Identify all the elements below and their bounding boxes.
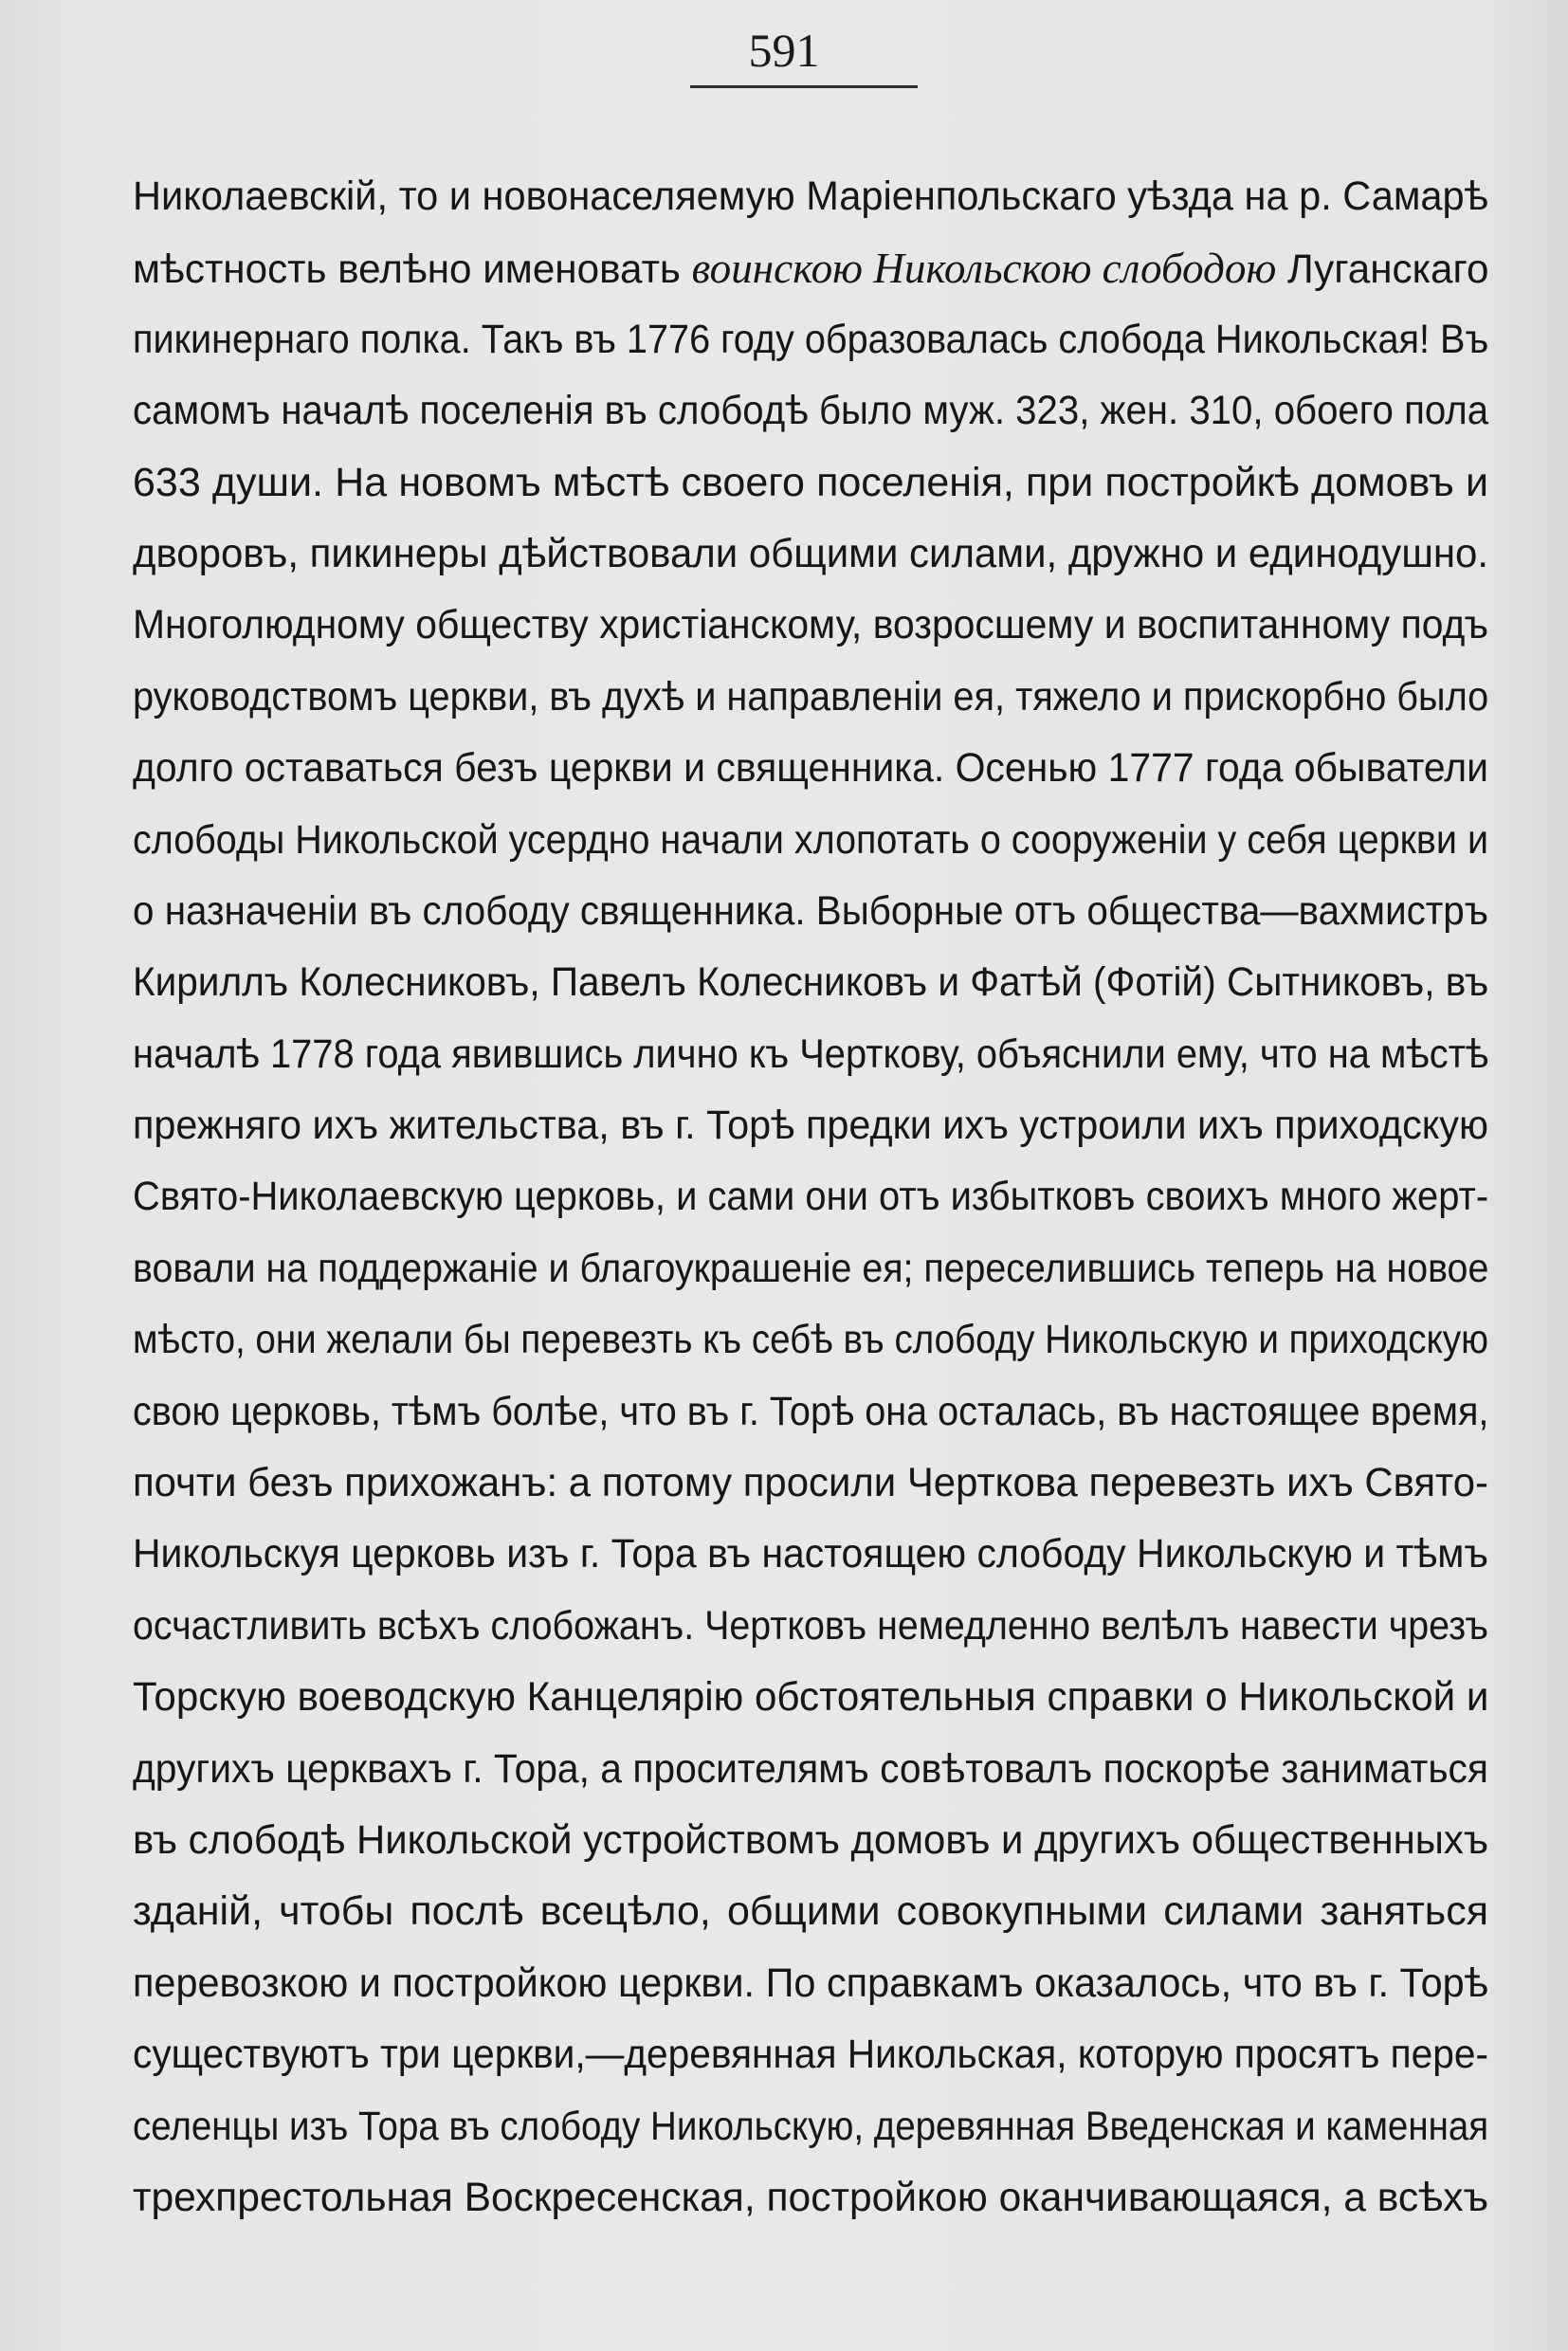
text-run: мѣстность велѣно именовать bbox=[133, 246, 692, 293]
text-line: осчастливить всѣхъ слобожанъ. Чертковъ немедленно велѣлъ навести чрезъ bbox=[133, 1602, 1488, 1649]
text-line: другихъ церквахъ г. Тора, а просителямъ совѣтовалъ поскорѣе заниматься bbox=[133, 1745, 1488, 1792]
text-line: селенцы изъ Тора въ слободу Никольскую, деревянная Введенская и каменная bbox=[133, 2103, 1489, 2149]
text-line: перевозкою и постройкою церкви. По справкамъ оказалось, что въ г. Торѣ bbox=[133, 1959, 1488, 2006]
text-line: мѣсто, они желали бы перевезть къ себѣ въ слободу Никольскую и приходскую bbox=[133, 1317, 1488, 1363]
text-line: зданій, чтобы послѣ всецѣло, общими совокупными силами заняться bbox=[133, 1888, 1488, 1935]
text-line: Торскую воеводскую Канцелярію обстоятельныя справки о Никольской и bbox=[133, 1674, 1489, 1721]
text-line: началѣ 1778 года явившись лично къ Черткову, объяснили ему, что на мѣстѣ bbox=[133, 1030, 1489, 1077]
text-line: прежняго ихъ жительства, въ г. Торѣ предки ихъ устроили ихъ приходскую bbox=[133, 1103, 1488, 1149]
text-line: почти безъ прихожанъ: а потому просили Черткова перевезть ихъ Свято- bbox=[133, 1460, 1488, 1506]
page-number: 591 bbox=[748, 24, 820, 77]
text-line: самомъ началѣ поселенія въ слободѣ было муж. 323, жен. 310, обоего пола bbox=[133, 388, 1489, 434]
text-line: Многолюдному обществу христіанскому, возросшему и воспитанному подъ bbox=[133, 602, 1488, 648]
text-line: дворовъ, пикинеры дѣйствовали общими силами, дружно и единодушно. bbox=[133, 530, 1489, 576]
italic-phrase: воинскою Никольскою слободою bbox=[691, 244, 1277, 293]
text-line: пикинернаго полка. Такъ въ 1776 году образовалась слобода Никольская! Въ bbox=[133, 316, 1489, 362]
text-line: 633 души. На новомъ мѣстѣ своего поселенія, при постройкѣ домовъ и bbox=[133, 459, 1488, 505]
page-number-underline bbox=[690, 85, 918, 88]
text-line: о назначеніи въ слободу священника. Выборные отъ общества—вахмистръ bbox=[133, 887, 1488, 934]
text-line: существуютъ три церкви,—деревянная Никольская, которую просятъ пере- bbox=[133, 2032, 1488, 2078]
text-line: Свято-Николаевскую церковь, и сами они отъ избытковъ своихъ много жерт- bbox=[133, 1174, 1489, 1220]
text-line: трехпрестольная Воскресенская, постройкою оканчивающаяся, а всѣхъ bbox=[133, 2174, 1489, 2220]
text-line bbox=[133, 232, 1488, 303]
text-line: Николаевскій, то и новонаселяемую Маріенпольскаго уѣзда на р. Самарѣ bbox=[133, 173, 1489, 219]
text-line: долго оставаться безъ церкви и священника. Осенью 1777 года обыватели bbox=[133, 745, 1488, 792]
text-line: свою церковь, тѣмъ болѣе, что въ г. Торѣ она осталась, въ настоящее время, bbox=[133, 1388, 1489, 1434]
text-line: Никольскуя церковь изъ г. Тора въ настоящею слободу Никольскую и тѣмъ bbox=[133, 1531, 1488, 1577]
text-line: Кириллъ Колесниковъ, Павелъ Колесниковъ и Фатѣй (Фотій) Сытниковъ, въ bbox=[133, 959, 1489, 1006]
text-line: руководствомъ церкви, въ духѣ и направленіи ея, тяжело и прискорбно было bbox=[133, 673, 1489, 720]
text-line: въ слободѣ Никольской устройствомъ домовъ и другихъ общественныхъ bbox=[133, 1816, 1488, 1863]
text-line: слободы Никольской усердно начали хлопотать о сооруженіи у себя церкви и bbox=[133, 816, 1488, 863]
text-run: Луганскаго bbox=[1276, 246, 1489, 293]
text-line: вовали на поддержаніе и благоукрашеніе ея; переселившись теперь на новое bbox=[133, 1245, 1489, 1291]
body-text bbox=[133, 161, 1488, 2233]
